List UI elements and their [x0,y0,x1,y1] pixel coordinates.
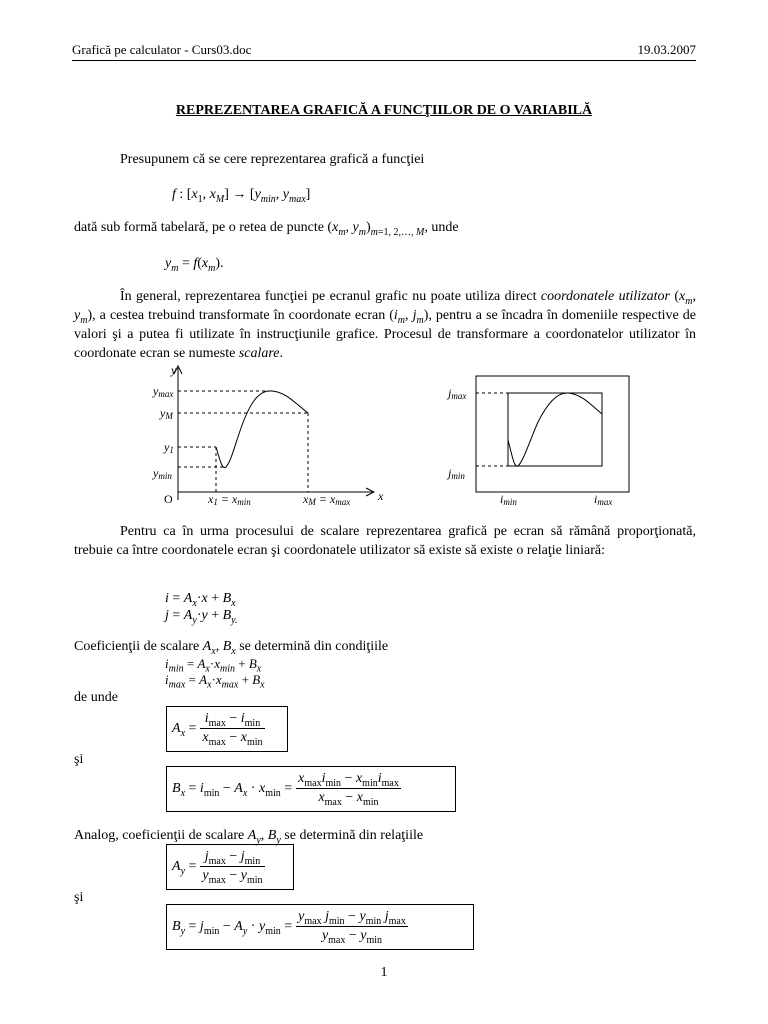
scaled-curve [508,393,602,466]
guide-lines [178,391,308,492]
header-rule [72,60,696,61]
intro-text: Presupunem că se cere reprezentarea grafică a funcţiei [120,152,425,167]
si-1-text: şi [74,752,84,767]
coef-x-text: Coeficienţii de scalare $A_x$, $B_x$ se determină din condiţiile [74,639,389,657]
yM-label: yM [160,406,173,421]
page-title: REPREZENTAREA GRAFICĂ A FUNCŢIILOR DE O VARIABILĂ [175,103,593,118]
by-formula-box: $B_y = j_{min} - A_y \cdot y_{min}$ = $\frac{y_{max} j_{min} - y_{min} j_{max}}{y_{max} - y_{min}}$ [166,904,474,950]
page-number: 1 [380,965,388,980]
function-curve [216,391,308,468]
paragraph-transformation: În general, reprezentarea funcţiei pe ecranul grafic nu poate utiliza direct coordonatele utilizator ($x_m$, $y_m$), a cestea trebuind transformate în coordonate ecran ($i_m$, $j_m$), pentru a se încadra în domeniile respective de valori şi a putea fi utilizate în instrucţiunile grafice. Procesul de transformare a coordonatelor utilizator în coordonate ecran se numeste scalare. [74,289,696,361]
imax-label: imax [594,492,613,507]
x-axis-label: x [378,489,384,503]
x1-label: x1 = xmin [208,492,251,507]
bx-formula-box: $B_x = i_{min} - A_x \cdot x_{min}$ = $\frac{x_{max}i_{min} - x_{min}i_{max}}{x_{max} - x_{min}}$ [166,766,456,812]
y-axis-label: y [171,363,177,377]
si-2-text: şi [74,890,84,905]
imin-label: imin [500,492,517,507]
viewport-rect [508,393,602,466]
ym-definition: $y_m = f(x_m)$. [165,256,224,274]
origin-label: O [164,492,173,506]
tabular-text: dată sub formă tabelară, pe o retea de puncte ($x_m$, $y_m)_{m=1, 2,\dots, M}$, unde [74,220,459,238]
screen-coordinates-figure [440,370,640,510]
header-right: 19.03.2007 [637,42,696,57]
analog-text: Analog, coeficienţii de scalare $A_y$, $B_y$ se determină din relaţiile [74,828,424,846]
paragraph-linear-relation: Pentru ca în urma procesului de scalare reprezentarea grafică pe ecran să rămână proporţionată, trebuie ca între coordonatele ecran şi coordonatele utilizator să existe să existe o relaţie liniară: [74,524,696,558]
xM-label: xM = xmax [303,492,351,507]
linear-relations: $i = A_x\cdot x + B_x$ $j = A_y\cdot y + B_{y.}$ [165,591,238,626]
ax-formula-box: $A_x$ = $\frac{i_{max} - i_{min}}{x_{max} - x_{min}}$ [166,706,288,752]
header-left: Grafică pe calculator - Curs03.doc [72,42,252,57]
conditions: $i_{min} = A_x\cdot x_{min} + B_x$ $i_{max} = A_x\cdot x_{max} + B_x$ [165,656,265,691]
y1-label: y1 [164,440,174,455]
jmax-label: jmax [448,386,467,401]
function-definition: f : [$x_1$, $x_M] \to [y_{min}$, $y_{max}$] [172,187,311,205]
ymin-label: ymin [153,466,172,481]
ay-formula-box: $A_y$ = $\frac{j_{max} - j_{min}}{y_{max} - y_{min}}$ [166,844,294,890]
de-unde-text: de unde [74,690,118,705]
user-coordinates-figure [140,360,400,510]
jmin-label: jmin [448,466,465,481]
ymax-label: ymax [153,384,174,399]
